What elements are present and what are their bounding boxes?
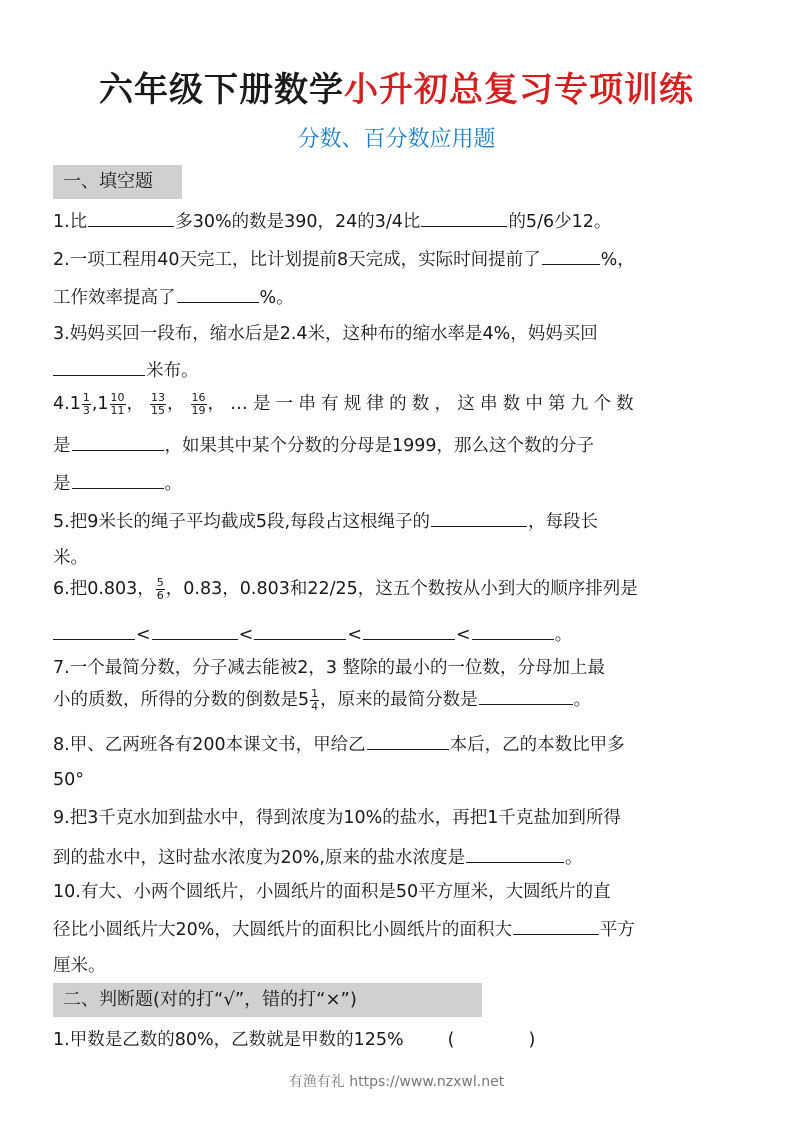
question-4-line-2 (53, 432, 743, 458)
question-4-line-1: 4.1 $\frac{1}{3}$ ,1 $\frac{10}{11}$ ， $\frac{13}{15}$ ， $\frac{16}{19}$ ，…是一串有规律的数，这串数中第九个数 (53, 390, 639, 417)
question-10-line-1: 10.有大、小两个圆纸片，小圆纸片的面积是50平方厘米，大圆纸片的直 (53, 882, 611, 902)
q6-blank-2[interactable] (152, 621, 238, 640)
q1-blank-1[interactable] (88, 208, 174, 227)
q1-text-c: 的5/6少12。 (508, 212, 612, 232)
q8-text-b: 本后，乙的本数比甲多 (449, 735, 625, 755)
q6-lt-3: < (347, 625, 363, 645)
q4-mid: ,1 (91, 394, 109, 414)
q2-text-c: 工作效率提高了 (53, 288, 176, 308)
q2-text-a: 2.一项工程用40天完工，比计划提前8天完成，实际时间提前了 (53, 250, 541, 270)
q1-blank-2[interactable] (421, 208, 507, 227)
q6-blank-1[interactable] (53, 621, 135, 640)
q2-text-b: %， (600, 250, 635, 270)
q10-blank[interactable] (513, 916, 599, 935)
question-3-line-2 (53, 357, 743, 383)
q3-text-b: 米布。 (146, 361, 199, 381)
q2-text-d: %。 (259, 288, 294, 308)
q4-tail: ，…是一串有规律的数，这串数中第九个数 (207, 394, 639, 414)
question-9-line-2 (53, 844, 743, 870)
q6-text-a: 6.把0.803， (53, 579, 155, 599)
question-3-line-1: 3.妈妈买回一段布，缩水后是2.4米，这种布的缩水率是4%，妈妈买回 (53, 324, 598, 344)
q4-fraction-4 (191, 392, 207, 417)
q2-blank-1[interactable] (542, 246, 600, 265)
q4-blank-2[interactable] (72, 470, 164, 489)
q6-fraction (156, 577, 165, 602)
q4-text-end: 。 (164, 474, 182, 494)
section-header-true-false: 二、判断题(对的打“√”，错的打“×”) (53, 983, 482, 1017)
q4-f4-den: 19 (191, 403, 206, 417)
q7-f-den: 4 (311, 699, 319, 713)
question-2-line-2 (53, 284, 743, 310)
question-1 (53, 208, 743, 234)
question-5-line-1 (53, 508, 743, 534)
q9-blank[interactable] (466, 844, 564, 863)
q4-prefix: 4.1 (53, 394, 81, 414)
question-9-line-1: 9.把3千克水加到盐水中，得到浓度为10%的盐水，再把1千克盐加到所得 (53, 808, 621, 828)
q4-fraction-1 (82, 392, 91, 417)
q9-text-a: 到的盐水中，这时盐水浓度为20%,原来的盐水浓度是 (53, 848, 465, 868)
q6-end: 。 (554, 625, 573, 645)
q6-f-den: 6 (156, 588, 164, 602)
title-part-2: 小升初总复习专项训练 (344, 70, 694, 110)
q4-f3-den: 15 (151, 403, 166, 417)
q6-lt-4: < (456, 625, 471, 645)
q8-text-a: 8.甲、乙两班各有200本课文书，甲给乙 (53, 735, 366, 755)
question-10-line-3: 厘米。 (53, 956, 106, 976)
title-part-1: 六年级下册数学 (99, 70, 344, 110)
j1-text: 1.甲数是乙数的80%，乙数就是甲数的125% (53, 1030, 404, 1050)
q6-blank-4[interactable] (363, 621, 455, 640)
q5-text-a: 5.把9米长的绳子平均截成5段,每段占这根绳子的 (53, 512, 431, 532)
q7-blank[interactable] (479, 686, 573, 705)
q1-text-a: 1.比 (53, 212, 88, 232)
q4-text-l2: ，如果其中某个分数的分母是1999，那么这个数的分子 (164, 436, 595, 456)
q4-text-shi-2: 是 (53, 474, 71, 494)
judge-question-1 (53, 1028, 743, 1052)
q9-text-b: 。 (564, 848, 583, 868)
question-7-line-1: 7.一个最简分数，分子减去能被2，3 整除的最小的一位数，分母加上最 (53, 658, 606, 678)
q7-text-a: 小的质数，所得的分数的倒数是5 (53, 690, 310, 710)
q7-text-b: ，原来的最简分数是 (320, 690, 478, 710)
q7-f-num: 1 (311, 686, 319, 700)
q5-text-b: ，每段长 (528, 512, 599, 532)
q4-fraction-3 (150, 392, 166, 417)
question-8-line-2: 50° (53, 770, 85, 790)
q3-blank[interactable] (53, 357, 145, 376)
page-subtitle: 分数、百分数应用题 (297, 127, 496, 152)
q4-f4-num: 16 (191, 390, 206, 404)
q4-f2-num: 10 (110, 390, 125, 404)
q4-f1-den: 3 (82, 403, 90, 417)
q6-lt-2: < (238, 625, 254, 645)
question-6-line-2 (53, 621, 743, 647)
q7-text-c: 。 (573, 690, 592, 710)
footer-watermark: 有渔有礼 https://www.nzxwl.net (288, 1074, 505, 1090)
question-5-line-2: 米。 (53, 548, 88, 568)
q6-lt-1: < (136, 625, 151, 645)
q8-blank[interactable] (367, 731, 449, 750)
q4-f2-den: 11 (110, 403, 125, 417)
j1-bracket-open: ( (447, 1030, 455, 1050)
q10-text-a: 径比小圆纸片大20%，大圆纸片的面积比小圆纸片的面积大 (53, 920, 512, 940)
question-4-line-3 (53, 470, 743, 496)
j1-bracket-close: ) (528, 1030, 536, 1050)
question-6-line-1 (53, 573, 743, 605)
question-2-line-1 (53, 246, 743, 272)
q4-text-shi: 是 (53, 436, 71, 456)
q6-f-num: 5 (156, 575, 164, 589)
q4-f1-num: 1 (82, 390, 90, 404)
section-header-fill-blank: 一、填空题 (53, 165, 182, 199)
q5-blank[interactable] (431, 508, 527, 527)
question-8-line-1 (53, 731, 743, 757)
question-7-line-2 (53, 684, 743, 716)
q10-text-b: 平方 (599, 920, 635, 940)
q1-text-b: 多30%的数是390，24的3/4比 (175, 212, 421, 232)
q6-text-b: ，0.83，0.803和22/25，这五个数按从小到大的顺序排列是 (165, 579, 638, 599)
q2-blank-2[interactable] (177, 284, 259, 303)
page-title (0, 62, 793, 111)
q4-blank-1[interactable] (72, 432, 164, 451)
q6-blank-3[interactable] (254, 621, 346, 640)
q6-blank-5[interactable] (472, 621, 554, 640)
question-10-line-2 (53, 916, 743, 942)
q4-f3-num: 13 (151, 390, 166, 404)
q7-fraction (310, 688, 319, 713)
q4-fraction-2 (110, 392, 126, 417)
